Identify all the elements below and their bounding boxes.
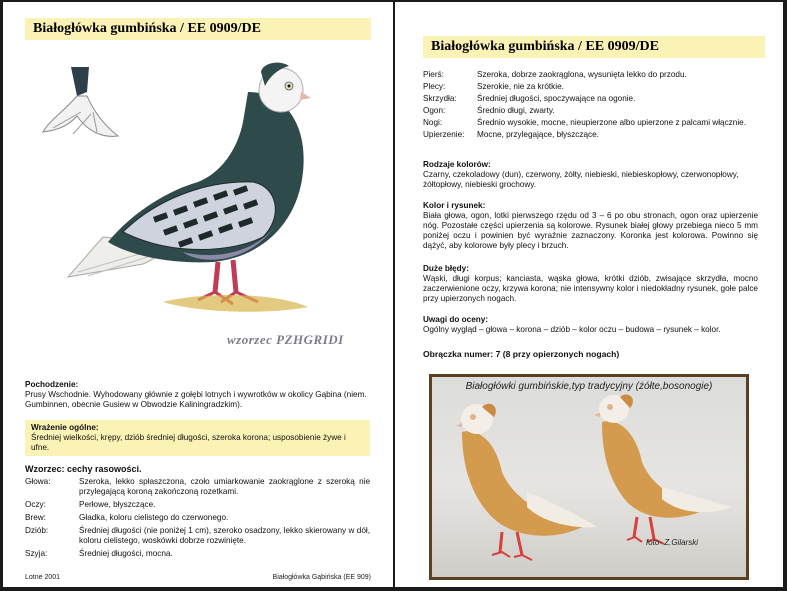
photo-pigeon-left xyxy=(456,404,597,560)
origin-section xyxy=(25,380,370,410)
judging-section xyxy=(423,315,758,335)
trait-row xyxy=(25,477,370,497)
pigeons-photo-art xyxy=(432,377,746,577)
body-row xyxy=(423,118,758,128)
ring-text: 7 (8 przy opierzonych nogach) xyxy=(495,349,620,359)
origin-text: Prusy Wschodnie. Wyhodowany głównie z gołębi lotnych i wywrotków w okolicy Gąbina (niem. Gumbinnen, obecnie Gusiew w Obwodzie Kaliningradzkim). xyxy=(25,390,367,409)
body-value: Szeroka, dobrze zaokrąglona, wysunięta lekko do przodu. xyxy=(477,70,687,79)
ring-line xyxy=(423,349,758,359)
body-row xyxy=(423,94,758,104)
trait-label: Szyja: xyxy=(25,549,48,558)
faults-section xyxy=(423,264,758,304)
body-row xyxy=(423,82,758,92)
trait-value: Perłowe, błyszczące. xyxy=(79,500,156,509)
trait-value: Szeroka, lekko spłaszczona, czoło umiarkowanie zaokrąglone z szeroką nie przylegającą koroną zakończoną rozetkami. xyxy=(79,477,370,496)
trait-label: Głowa: xyxy=(25,477,51,486)
impression-heading: Wrażenie ogólne: xyxy=(31,423,99,432)
body-label: Skrzydła: xyxy=(423,94,457,103)
trait-row xyxy=(25,500,370,510)
faults-text: Wąski, długi korpus; kanciasta, wąska głowa, krótki dziób, zwisające skrzydła, mocno zaczerwienione oczy, krzywa korona; nie intensywny kolor i niedokładny rysunek, gołe palce przy upierzonych nogach. xyxy=(423,274,758,303)
body-value: Średnio długi, zwarty. xyxy=(477,106,555,115)
right-page xyxy=(395,2,783,587)
body-traits xyxy=(423,70,758,140)
trait-label: Brew: xyxy=(25,513,46,522)
pattern-heading: Kolor i rysunek: xyxy=(423,201,486,210)
impression-text: Średniej wielkości, krępy, dziób średniej długości, szeroka korona; usposobienie żywe i ufne. xyxy=(31,433,346,452)
pigeons-photo xyxy=(432,377,746,577)
body-row xyxy=(423,106,758,116)
judging-text: Ogólny wygląd – głowa – korona – dziób – kolor oczu – budowa – rysunek – kolor. xyxy=(423,325,721,334)
body-row xyxy=(423,130,758,140)
pattern-section xyxy=(423,201,758,251)
left-page-title: Białogłówka gumbińska / EE 0909/DE xyxy=(25,18,371,40)
body-value: Mocne, przylegające, błyszczące. xyxy=(477,130,599,139)
photo-credit: foto- Z.Gilarski xyxy=(645,538,698,547)
pattern-text: Biała głowa, ogon, lotki pierwszego rzędu od 3 – 6 po obu stronach, ogon oraz upierzenie nóg. Pozostałe części upierzenia są kolorowe. Rysunek białej głowy przebiega nieco 5 mm poniżej oczu i powinien być wyraźnie zaznaczony. Koronka jest kolorowa. Powinno się dążyć, aby kolorowe były plecy i brzuch. xyxy=(423,211,758,250)
traits-section xyxy=(25,464,370,559)
ring-heading: Obrączka numer: xyxy=(423,349,494,359)
trait-row xyxy=(25,526,370,546)
judging-heading: Uwagi do oceny: xyxy=(423,315,489,324)
foot-sketch xyxy=(43,67,118,136)
photo-pigeon-right xyxy=(594,395,732,545)
body-label: Ogon: xyxy=(423,106,446,115)
trait-value: Średniej długości (nie poniżej 1 cm), szeroko osadzony, lekko skierowany w dół, koloru cielistego, woskówki dobrze rozwinięte. xyxy=(79,526,370,545)
body-label: Upierzenie: xyxy=(423,130,465,139)
body-value: Szerokie, nie za krótkie. xyxy=(477,82,564,91)
trait-label: Dziób: xyxy=(25,526,49,535)
colors-text: Czarny, czekoladowy (dun), czerwony, żółty, niebieski, niebieskopłowy, czerwonopłowy, żółtopłowy, niebieski grochowy. xyxy=(423,170,739,189)
trait-value: Średniej długości, mocna. xyxy=(79,549,173,558)
body-label: Pierś: xyxy=(423,70,444,79)
impression-callout xyxy=(25,420,370,456)
colors-heading: Rodzaje kolorów: xyxy=(423,160,491,169)
body-label: Nogi: xyxy=(423,118,443,127)
footer-right: Białogłówka Gąbińska (EE 909) xyxy=(272,574,371,581)
watermark-text: wzorzec PZHGRIDI xyxy=(227,332,344,347)
trait-row xyxy=(25,549,370,559)
body-value: Średnio wysokie, mocne, nieupierzone albo upierzone z palcami włącznie. xyxy=(477,118,746,127)
trait-value: Gładka, koloru cielistego do czerwonego. xyxy=(79,513,229,522)
trait-row xyxy=(25,513,370,523)
body-label: Plecy: xyxy=(423,82,446,91)
origin-heading: Pochodzenie: xyxy=(25,380,79,389)
right-page-title: Białogłówka gumbińska / EE 0909/DE xyxy=(423,36,765,58)
body-value: Średniej długości, spoczywające na ogonie. xyxy=(477,94,636,103)
faults-heading: Duże błędy: xyxy=(423,264,469,273)
pigeon-illustration xyxy=(33,52,363,337)
traits-heading: Wzorzec: cechy rasowości. xyxy=(25,464,142,474)
footer-left: Lotne 2001 xyxy=(25,574,61,581)
photo-caption: Białogłówki gumbińskie,typ tradycyjny (żółte,bosonogie) xyxy=(465,381,713,392)
trait-label: Oczy: xyxy=(25,500,46,509)
colors-section xyxy=(423,160,758,190)
body-row xyxy=(423,70,758,80)
left-page xyxy=(3,2,393,587)
photo-frame xyxy=(429,374,749,580)
